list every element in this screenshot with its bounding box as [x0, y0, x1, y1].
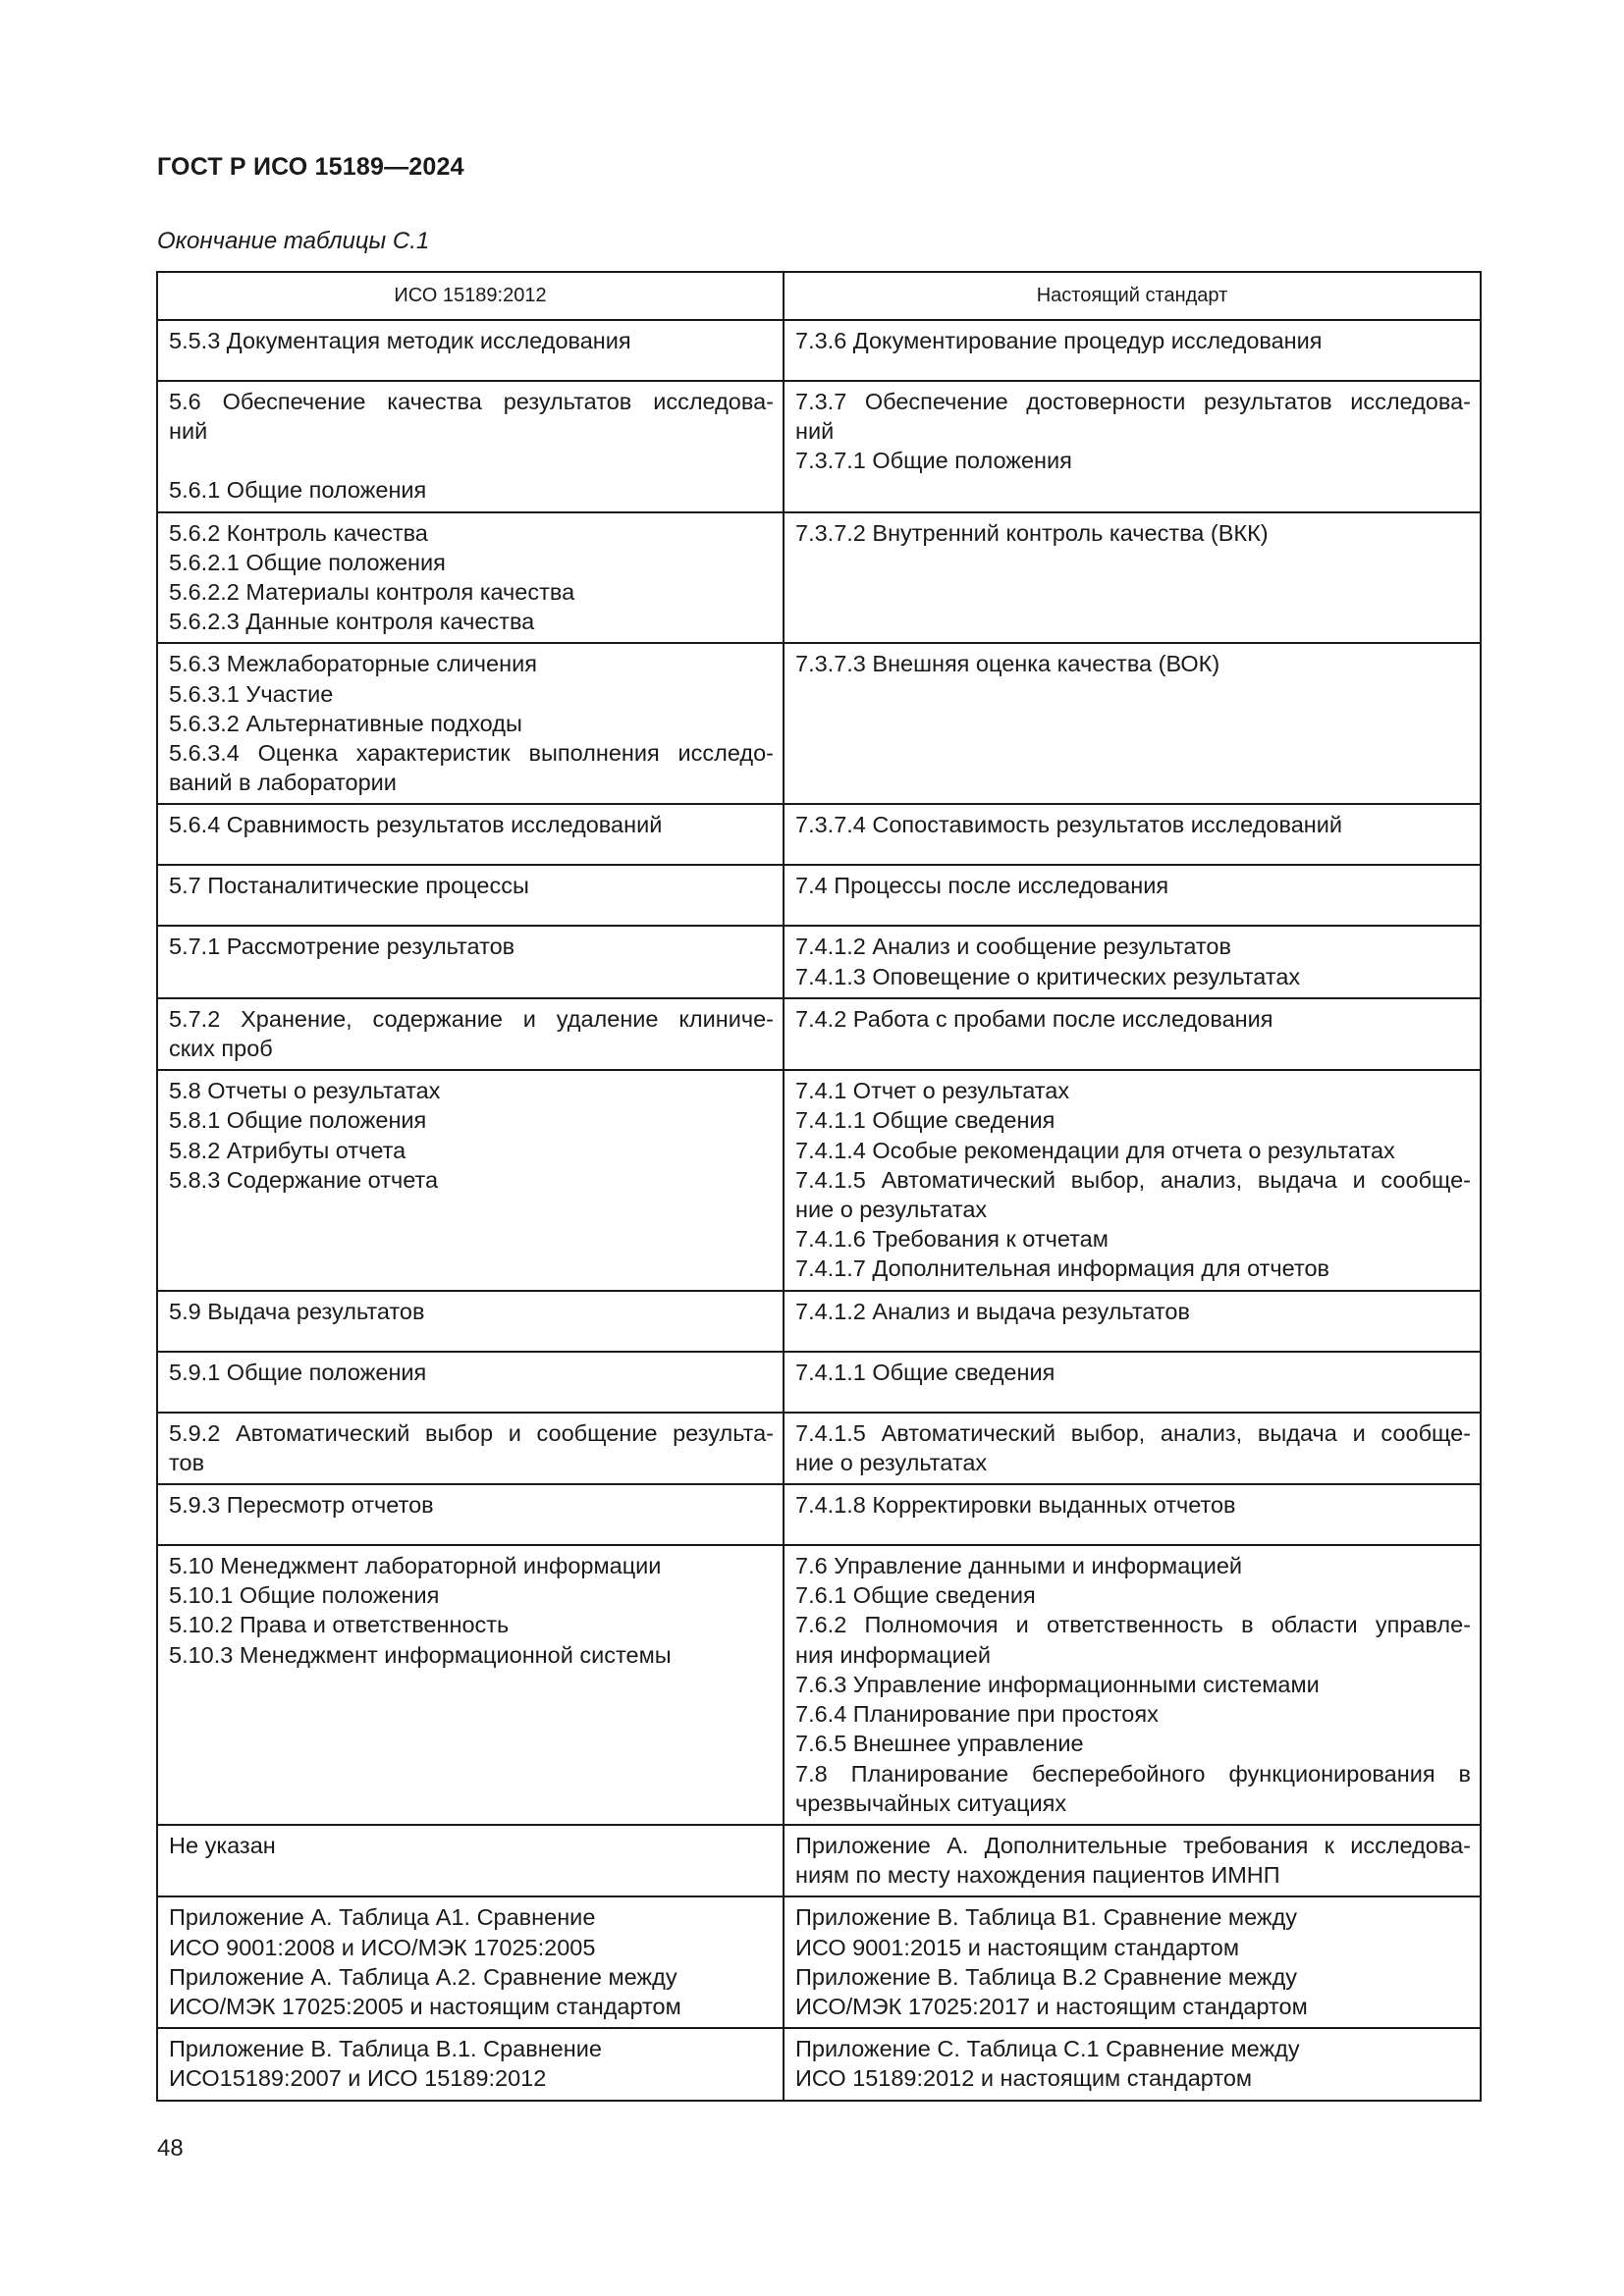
cell-text-line: 7.4.1.1 Общие сведения: [795, 1359, 1056, 1385]
cell-text-line: ние о результатах: [795, 1449, 988, 1475]
cell-current-standard: [784, 643, 1481, 804]
cell-text-line: 7.6.5 Внешнее управление: [795, 1731, 1084, 1757]
table-row: [157, 1413, 1481, 1484]
cell-current-standard: [784, 1070, 1481, 1290]
cell-iso-2012: [157, 512, 784, 644]
cell-text-line: 5.6.3.1 Участие: [169, 680, 334, 707]
cell-text-line: 5.6.2.1 Общие положения: [169, 549, 446, 575]
table-row: [157, 512, 1481, 644]
column-header-current-standard: Настоящий стандарт: [784, 272, 1481, 320]
cell-text-line: 5.10 Менеджмент лабораторной информации: [169, 1553, 662, 1579]
table-row: [157, 1825, 1481, 1896]
table-row: [157, 1545, 1481, 1825]
cell-text-line: 5.10.1 Общие положения: [169, 1582, 440, 1609]
cell-text-line: 5.9.1 Общие положения: [169, 1359, 427, 1385]
cell-iso-2012: [157, 1484, 784, 1545]
table-row: [157, 804, 1481, 865]
table-header-row: [157, 272, 1481, 320]
cell-text-line: 5.8 Отчеты о результатах: [169, 1078, 441, 1104]
table-caption: Окончание таблицы С.1: [157, 228, 430, 254]
cell-current-standard: [784, 512, 1481, 644]
cell-text-line: 7.6.4 Планирование при простоях: [795, 1701, 1159, 1728]
cell-text-line: 5.8.2 Атрибуты отчета: [169, 1137, 406, 1163]
cell-iso-2012: [157, 865, 784, 926]
cell-current-standard: [784, 1825, 1481, 1896]
cell-text-line: ний: [169, 418, 208, 445]
cell-current-standard: [784, 2028, 1481, 2100]
cell-text-line: 5.7.2 Хранение, содержание и удаление клиниче-: [169, 1005, 774, 1032]
cell-iso-2012: [157, 1545, 784, 1825]
table-row: [157, 1484, 1481, 1545]
cell-text-line: 7.4.2 Работа с пробами после исследования: [795, 1005, 1273, 1032]
cell-text-line: 7.6 Управление данными и информацией: [795, 1553, 1243, 1579]
table-row: [157, 865, 1481, 926]
cell-iso-2012: [157, 320, 784, 381]
document-header: ГОСТ Р ИСО 15189—2024: [157, 153, 464, 181]
cell-current-standard: [784, 1896, 1481, 2028]
cell-text-line: 7.6.3 Управление информационными системами: [795, 1671, 1320, 1697]
cell-text-line: тов: [169, 1449, 205, 1475]
page-number: 48: [157, 2135, 184, 2162]
cell-text-line: 7.4.1.2 Анализ и сообщение результатов: [795, 934, 1231, 960]
table-row: [157, 1070, 1481, 1290]
table-row: [157, 998, 1481, 1070]
cell-iso-2012: [157, 643, 784, 804]
cell-text-line: 5.7 Постаналитические процессы: [169, 873, 529, 899]
cell-text-line: 7.3.7.1 Общие положения: [795, 448, 1072, 474]
cell-text-line: 7.4.1.1 Общие сведения: [795, 1107, 1056, 1134]
table-row: [157, 320, 1481, 381]
cell-iso-2012: [157, 1896, 784, 2028]
cell-current-standard: [784, 1291, 1481, 1352]
cell-text-line: 5.6.2.3 Данные контроля качества: [169, 609, 535, 635]
cell-text-line: ваний в лаборатории: [169, 770, 397, 796]
cell-iso-2012: [157, 998, 784, 1070]
cell-text-line: 5.9.3 Пересмотр отчетов: [169, 1492, 434, 1519]
cell-text-line: Не указан: [169, 1832, 276, 1858]
cell-current-standard: [784, 998, 1481, 1070]
cell-text-line: 7.4.1.5 Автоматический выбор, анализ, выдача и сообще-: [795, 1166, 1471, 1193]
table-row: [157, 1291, 1481, 1352]
cell-text-line: ИСО 15189:2012 и настоящим стандартом: [795, 2065, 1253, 2092]
cell-text-line: 7.4.1.7 Дополнительная информация для отчетов: [795, 1255, 1330, 1282]
cell-text-line: 7.3.7.2 Внутренний контроль качества (ВКК): [795, 519, 1269, 546]
cell-text-line: ниям по месту нахождения пациентов ИМНП: [795, 1862, 1280, 1889]
cell-iso-2012: [157, 804, 784, 865]
cell-iso-2012: [157, 1070, 784, 1290]
cell-text-line: 5.9 Выдача результатов: [169, 1298, 425, 1324]
cell-current-standard: [784, 1413, 1481, 1484]
cell-text-line: ИСО15189:2007 и ИСО 15189:2012: [169, 2065, 547, 2092]
cell-current-standard: [784, 1484, 1481, 1545]
cell-text-line: 7.4.1.2 Анализ и выдача результатов: [795, 1298, 1190, 1324]
cell-text-line: Приложение В. Таблица В1. Сравнение между: [795, 1904, 1298, 1931]
table-row: [157, 2028, 1481, 2100]
cell-iso-2012: [157, 2028, 784, 2100]
cell-text-line: 7.4.1.4 Особые рекомендации для отчета о результатах: [795, 1137, 1395, 1163]
cell-text-line: ских проб: [169, 1036, 273, 1062]
cell-iso-2012: [157, 1352, 784, 1413]
cell-current-standard: [784, 320, 1481, 381]
cell-text-line: Приложение А. Дополнительные требования к исследова-: [795, 1832, 1471, 1858]
comparison-table: [156, 271, 1482, 2102]
cell-iso-2012: [157, 381, 784, 512]
cell-text-line: Приложение А. Таблица А1. Сравнение: [169, 1904, 596, 1931]
cell-text-line: ния информацией: [795, 1641, 991, 1668]
cell-text-line: 7.3.6 Документирование процедур исследования: [795, 328, 1323, 353]
cell-text-line: 7.3.7 Обеспечение достоверности результатов исследова-: [795, 389, 1471, 414]
cell-text-line: ний: [795, 418, 835, 445]
cell-text-line: 5.9.2 Автоматический выбор и сообщение результа-: [169, 1419, 774, 1446]
cell-text-line: ние о результатах: [795, 1197, 988, 1223]
cell-text-line: ИСО 9001:2015 и настоящим стандартом: [795, 1934, 1240, 1960]
cell-current-standard: [784, 926, 1481, 997]
cell-text-line: 5.10.3 Менеджмент информационной системы: [169, 1641, 672, 1668]
table-row: [157, 381, 1481, 512]
cell-text-line: 7.4.1.8 Корректировки выданных отчетов: [795, 1492, 1236, 1519]
cell-text-line: 5.6.2.2 Материалы контроля качества: [169, 579, 575, 606]
cell-text-line: чрезвычайных ситуациях: [795, 1789, 1067, 1816]
cell-current-standard: [784, 865, 1481, 926]
cell-text-line: Приложение В. Таблица В.1. Сравнение: [169, 2036, 602, 2062]
cell-text-line: 7.3.7.4 Сопоставимость результатов исследований: [795, 812, 1342, 838]
cell-text-line: 5.6.3.4 Оценка характеристик выполнения исследо-: [169, 740, 774, 767]
cell-text-line: 5.8.3 Содержание отчета: [169, 1166, 439, 1193]
cell-iso-2012: [157, 1291, 784, 1352]
cell-text-line: 5.6 Обеспечение качества результатов исследова-: [169, 389, 774, 414]
cell-text-line: 7.4.1.6 Требования к отчетам: [795, 1226, 1109, 1253]
cell-text-line: 7.6.1 Общие сведения: [795, 1582, 1036, 1609]
cell-text-line: ИСО/МЭК 17025:2017 и настоящим стандартом: [795, 1993, 1308, 2019]
cell-current-standard: [784, 1352, 1481, 1413]
cell-text-line: 5.10.2 Права и ответственность: [169, 1612, 510, 1638]
cell-text-line: ИСО/МЭК 17025:2005 и настоящим стандартом: [169, 1993, 681, 2019]
cell-text-line: ИСО 9001:2008 и ИСО/МЭК 17025:2005: [169, 1934, 596, 1960]
cell-text-line: 7.3.7.3 Внешняя оценка качества (ВОК): [795, 651, 1220, 677]
table-row: [157, 926, 1481, 997]
column-header-iso-2012: ИСО 15189:2012: [157, 272, 784, 320]
cell-iso-2012: [157, 926, 784, 997]
table-row: [157, 1352, 1481, 1413]
cell-text-line: Приложение С. Таблица С.1 Сравнение между: [795, 2036, 1300, 2062]
cell-text-line: 7.8 Планирование бесперебойного функционирования в: [795, 1760, 1471, 1787]
cell-text-line: 7.4.1.5 Автоматический выбор, анализ, выдача и сообще-: [795, 1419, 1471, 1446]
cell-text-line: 5.6.3.2 Альтернативные подходы: [169, 710, 522, 736]
cell-text-line: 5.5.3 Документация методик исследования: [169, 328, 631, 353]
cell-iso-2012: [157, 1825, 784, 1896]
cell-text-line: 5.6.3 Межлабораторные сличения: [169, 651, 537, 677]
cell-iso-2012: [157, 1413, 784, 1484]
cell-text-line: Приложение А. Таблица А.2. Сравнение между: [169, 1963, 677, 1990]
cell-text-line: 5.8.1 Общие положения: [169, 1107, 427, 1134]
cell-text-line: 5.7.1 Рассмотрение результатов: [169, 934, 515, 960]
cell-text-line: 5.6.1 Общие положения: [169, 477, 427, 504]
table-row: [157, 1896, 1481, 2028]
cell-text-line: 7.4 Процессы после исследования: [795, 873, 1169, 899]
table-row: [157, 643, 1481, 804]
cell-text-line: Приложение В. Таблица В.2 Сравнение между: [795, 1963, 1298, 1990]
cell-current-standard: [784, 1545, 1481, 1825]
cell-text-line: 7.4.1.3 Оповещение о критических результатах: [795, 963, 1301, 989]
cell-current-standard: [784, 804, 1481, 865]
cell-text-line: 5.6.4 Сравнимость результатов исследований: [169, 812, 663, 838]
cell-text-line: 7.4.1 Отчет о результатах: [795, 1078, 1070, 1104]
cell-current-standard: [784, 381, 1481, 512]
cell-text-line: 5.6.2 Контроль качества: [169, 519, 428, 546]
cell-text-line: 7.6.2 Полномочия и ответственность в области управле-: [795, 1612, 1471, 1638]
